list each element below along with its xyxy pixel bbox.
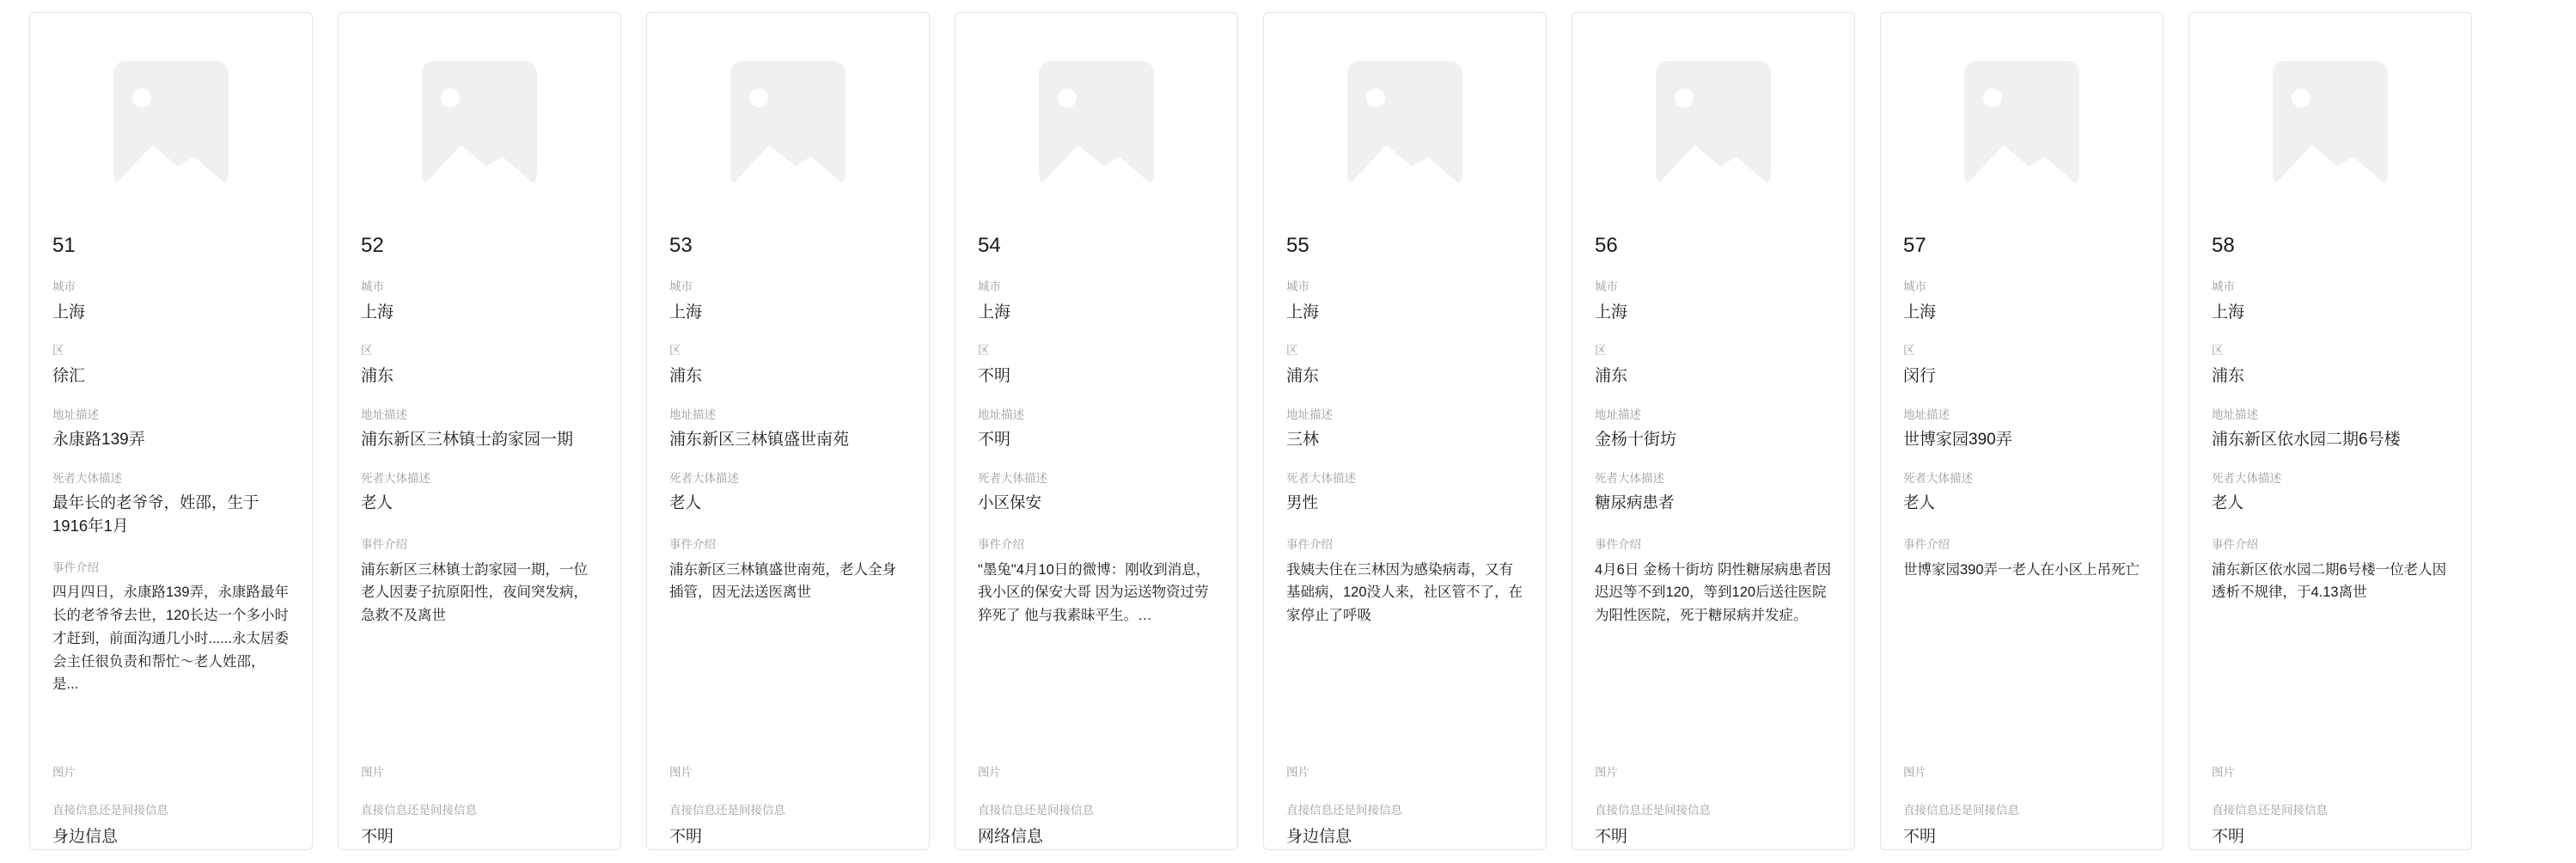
field-source [669, 803, 906, 849]
field-label-address-desc: 地址描述 [1286, 407, 1333, 421]
image-placeholder-mountain [730, 133, 845, 187]
card-spacer [1595, 645, 1832, 766]
field-district [1286, 343, 1523, 388]
field-city [1595, 279, 1832, 324]
field-value-district: 徐汇 [52, 367, 86, 386]
field-label-address-desc: 地址描述 [1903, 407, 1950, 421]
image-placeholder-icon [2273, 61, 2388, 187]
image-placeholder-mountain [2273, 133, 2388, 187]
field-value-source: 网络信息 [978, 828, 1044, 847]
image-placeholder-sun [2292, 89, 2310, 107]
field-value-event-intro: "墨兔"4月10日的微博：刚收到消息，我小区的保安大哥 因为运送物资过劳猝死了 他与我素昧平生。… [978, 561, 1211, 624]
image-placeholder-sun [132, 89, 151, 107]
field-label-image: 图片 [2212, 766, 2235, 780]
image-placeholder-sun [1675, 89, 1694, 107]
field-deceased-desc [978, 471, 1215, 515]
field-image [52, 765, 290, 780]
field-label-address-desc: 地址描述 [978, 407, 1024, 421]
field-label-city: 城市 [669, 280, 693, 294]
field-image [978, 765, 1215, 780]
field-label-event-intro: 事件介绍 [1595, 538, 1641, 552]
field-value-address-desc: 浦东新区三林镇士韵家园一期 [361, 431, 574, 450]
field-label-address-desc: 地址描述 [1595, 407, 1641, 421]
field-address-desc [1286, 407, 1523, 452]
field-label-image: 图片 [978, 766, 1001, 780]
field-value-district: 浦东 [1595, 367, 1628, 386]
field-label-deceased-desc: 死者大体描述 [1595, 471, 1664, 485]
field-value-address-desc: 浦东新区三林镇盛世南苑 [669, 431, 850, 450]
field-value-source: 身边信息 [52, 828, 119, 847]
field-label-city: 城市 [52, 280, 76, 294]
record-id: 53 [669, 234, 693, 257]
field-source [978, 803, 1215, 849]
field-deceased-desc [2212, 471, 2449, 515]
field-label-address-desc: 地址描述 [52, 407, 99, 421]
field-image [2212, 765, 2449, 780]
field-value-city: 上海 [669, 303, 703, 321]
image-placeholder-icon [1347, 61, 1462, 187]
card-thumbnail [1881, 13, 2163, 235]
image-placeholder-icon [113, 61, 229, 187]
field-value-address-desc: 不明 [978, 431, 1011, 450]
field-value-district: 闵行 [1903, 367, 1937, 386]
field-source [1595, 803, 1832, 849]
image-placeholder-sun [1366, 89, 1385, 107]
image-placeholder-icon [730, 61, 845, 187]
card-thumbnail [2189, 13, 2471, 235]
field-address-desc [669, 407, 906, 452]
field-value-city: 上海 [1286, 303, 1320, 321]
field-city [361, 279, 598, 324]
card-thumbnail [647, 13, 929, 235]
field-event-intro [1595, 537, 1832, 627]
field-value-district: 浦东 [1286, 367, 1320, 386]
card-spacer [669, 621, 906, 765]
field-label-source: 直接信息还是间接信息 [1903, 803, 2019, 817]
field-label-deceased-desc: 死者大体描述 [2212, 471, 2281, 485]
field-value-event-intro: 浦东新区三林镇士韵家园一期，一位老人因妻子抗原阳性，夜间突发病，急救不及离世 [361, 561, 588, 624]
field-event-intro [52, 560, 290, 696]
field-source [52, 803, 290, 849]
field-label-source: 直接信息还是间接信息 [52, 803, 168, 817]
field-label-deceased-desc: 死者大体描述 [1903, 471, 1973, 485]
field-address-desc [1595, 407, 1832, 452]
field-label-district: 区 [1286, 344, 1298, 358]
field-value-city: 上海 [978, 303, 1011, 321]
field-label-source: 直接信息还是间接信息 [978, 803, 1094, 817]
card-body [1881, 235, 2163, 849]
field-value-address-desc: 金杨十街坊 [1595, 431, 1677, 450]
field-event-intro [978, 537, 1215, 627]
field-value-city: 上海 [52, 303, 86, 321]
image-placeholder-sun [441, 89, 460, 107]
field-image [1595, 765, 1832, 780]
record-id: 52 [361, 234, 384, 257]
field-label-district: 区 [52, 344, 64, 358]
field-value-deceased-desc: 糖尿病患者 [1595, 493, 1675, 512]
field-address-desc [361, 407, 598, 452]
field-label-district: 区 [2212, 344, 2224, 358]
card-spacer [52, 713, 290, 765]
field-deceased-desc [669, 471, 906, 515]
field-value-event-intro: 四月四日，永康路139弄，永康路最年长的老爷爷去世，120长达一个多小时才赶到，前面沟通几小时......永太居委会主任很负责和帮忙～老人姓邵，是... [52, 585, 290, 693]
card-body [955, 235, 1237, 849]
image-placeholder-icon [1039, 61, 1154, 187]
field-value-district: 浦东 [2212, 367, 2245, 386]
card-body [1264, 235, 1546, 849]
image-placeholder-sun [1058, 89, 1077, 107]
field-value-address-desc: 世博家园390弄 [1903, 431, 2012, 450]
field-label-deceased-desc: 死者大体描述 [978, 471, 1047, 485]
field-label-deceased-desc: 死者大体描述 [52, 471, 122, 485]
field-deceased-desc [1903, 471, 2140, 515]
field-event-intro [2212, 537, 2449, 604]
field-value-district: 浦东 [669, 367, 703, 386]
field-label-city: 城市 [978, 280, 1001, 294]
image-placeholder-mountain [422, 133, 537, 187]
field-label-city: 城市 [2212, 280, 2235, 294]
card-thumbnail [339, 13, 620, 235]
field-label-deceased-desc: 死者大体描述 [669, 471, 739, 485]
field-label-address-desc: 地址描述 [2212, 407, 2258, 421]
field-label-image: 图片 [361, 766, 384, 780]
field-value-deceased-desc: 老人 [361, 493, 394, 512]
field-label-district: 区 [978, 344, 990, 358]
field-value-source: 不明 [669, 828, 703, 847]
record-card[interactable] [2188, 12, 2472, 850]
field-value-event-intro: 世博家园390弄一老人在小区上吊死亡 [1903, 561, 2140, 578]
field-label-event-intro: 事件介绍 [669, 538, 716, 552]
field-label-event-intro: 事件介绍 [1903, 538, 1950, 552]
field-value-source: 不明 [1595, 828, 1628, 847]
field-image [669, 765, 906, 780]
card-spacer [1903, 598, 2140, 765]
image-placeholder-icon [422, 61, 537, 187]
field-deceased-desc [1595, 471, 1832, 515]
card-thumbnail [30, 13, 312, 235]
field-deceased-desc [361, 471, 598, 515]
card-body [647, 235, 929, 849]
field-address-desc [978, 407, 1215, 452]
field-label-source: 直接信息还是间接信息 [1286, 803, 1402, 817]
field-value-source: 身边信息 [1286, 828, 1352, 847]
record-card[interactable] [1880, 12, 2164, 850]
field-city [978, 279, 1215, 324]
field-district [1595, 343, 1832, 388]
field-event-intro [1286, 537, 1523, 627]
field-label-event-intro: 事件介绍 [1286, 538, 1333, 552]
field-image [1903, 765, 2140, 780]
field-district [1903, 343, 2140, 388]
field-value-address-desc: 永康路139弄 [52, 431, 145, 450]
field-value-city: 上海 [361, 303, 394, 321]
field-label-source: 直接信息还是间接信息 [1595, 803, 1711, 817]
card-spacer [978, 645, 1215, 766]
field-label-district: 区 [1595, 344, 1607, 358]
field-label-event-intro: 事件介绍 [361, 538, 407, 552]
record-id: 56 [1595, 234, 1618, 257]
card-body [2189, 235, 2471, 849]
field-label-district: 区 [361, 344, 373, 358]
record-card[interactable] [29, 12, 313, 850]
field-city [2212, 279, 2449, 324]
card-thumbnail [955, 13, 1237, 235]
card-body [339, 235, 620, 849]
field-address-desc [2212, 407, 2449, 452]
field-label-image: 图片 [669, 766, 693, 780]
image-placeholder-mountain [1039, 133, 1154, 187]
image-placeholder-sun [749, 89, 768, 107]
record-id: 54 [978, 234, 1001, 257]
field-label-address-desc: 地址描述 [669, 407, 716, 421]
field-value-deceased-desc: 男性 [1286, 493, 1319, 512]
field-event-intro [1903, 537, 2140, 581]
card-thumbnail [1572, 13, 1854, 235]
field-label-address-desc: 地址描述 [361, 407, 407, 421]
record-id: 58 [2212, 234, 2235, 257]
field-value-source: 不明 [361, 828, 394, 847]
image-placeholder-icon [1964, 61, 2079, 187]
field-district [52, 343, 290, 388]
field-label-event-intro: 事件介绍 [978, 538, 1024, 552]
field-label-event-intro: 事件介绍 [2212, 538, 2258, 552]
field-value-district: 浦东 [361, 367, 394, 386]
record-card[interactable] [338, 12, 621, 850]
field-district [978, 343, 1215, 388]
field-value-city: 上海 [1595, 303, 1628, 321]
field-label-deceased-desc: 死者大体描述 [361, 471, 430, 485]
field-value-event-intro: 4月6日 金杨十街坊 阴性糖尿病患者因迟迟等不到120，等到120后送往医院为阳性医院，死于糖尿病并发症。 [1595, 561, 1832, 624]
field-label-source: 直接信息还是间接信息 [669, 803, 785, 817]
field-label-city: 城市 [1595, 280, 1618, 294]
field-value-city: 上海 [2212, 303, 2245, 321]
field-district [669, 343, 906, 388]
field-value-event-intro: 浦东新区三林镇盛世南苑，老人全身插管，因无法送医离世 [669, 561, 896, 601]
card-thumbnail [1264, 13, 1546, 235]
field-label-image: 图片 [1286, 766, 1309, 780]
record-id: 57 [1903, 234, 1926, 257]
card-body [30, 235, 312, 849]
field-district [2212, 343, 2449, 388]
field-district [361, 343, 598, 388]
field-value-deceased-desc: 小区保安 [978, 493, 1042, 512]
field-label-source: 直接信息还是间接信息 [2212, 803, 2328, 817]
field-deceased-desc [52, 471, 290, 538]
record-id: 51 [52, 234, 76, 257]
record-id: 55 [1286, 234, 1309, 257]
field-event-intro [669, 537, 906, 604]
field-value-address-desc: 浦东新区依水园二期6号楼 [2212, 431, 2401, 450]
field-source [361, 803, 598, 849]
card-spacer [2212, 621, 2449, 765]
field-city [52, 279, 290, 324]
field-value-source: 不明 [2212, 828, 2245, 847]
field-deceased-desc [1286, 471, 1523, 515]
field-value-address-desc: 三林 [1286, 431, 1320, 450]
image-placeholder-sun [1983, 89, 2002, 107]
field-image [361, 765, 598, 780]
image-placeholder-mountain [1347, 133, 1462, 187]
record-card[interactable] [646, 12, 930, 850]
field-value-deceased-desc: 老人 [1903, 493, 1936, 512]
field-source [1903, 803, 2140, 849]
image-placeholder-icon [1656, 61, 1771, 187]
record-card[interactable] [1572, 12, 1855, 850]
field-label-image: 图片 [1903, 766, 1926, 780]
field-value-event-intro: 浦东新区依水园二期6号楼一位老人因透析不规律，于4.13离世 [2212, 561, 2447, 601]
field-label-city: 城市 [1903, 280, 1926, 294]
field-value-city: 上海 [1903, 303, 1937, 321]
record-card[interactable] [1263, 12, 1547, 850]
field-city [1903, 279, 2140, 324]
field-city [1286, 279, 1523, 324]
field-value-deceased-desc: 最年长的老爷爷，姓邵，生于1916年1月 [52, 493, 259, 536]
field-value-district: 不明 [978, 367, 1011, 386]
field-image [1286, 765, 1523, 780]
card-spacer [361, 645, 598, 766]
field-label-city: 城市 [361, 280, 384, 294]
field-source [2212, 803, 2449, 849]
card-spacer [1286, 645, 1523, 766]
field-label-source: 直接信息还是间接信息 [361, 803, 477, 817]
image-placeholder-mountain [1656, 133, 1771, 187]
field-city [669, 279, 906, 324]
field-value-source: 不明 [1903, 828, 1937, 847]
card-body [1572, 235, 1854, 849]
field-value-event-intro: 我姨夫住在三林因为感染病毒，又有基础病，120没人来，社区管不了，在家停止了呼吸 [1286, 561, 1523, 624]
field-value-deceased-desc: 老人 [2212, 493, 2244, 512]
field-address-desc [1903, 407, 2140, 452]
image-placeholder-mountain [113, 133, 229, 187]
record-card[interactable] [955, 12, 1238, 850]
field-label-event-intro: 事件介绍 [52, 560, 99, 574]
field-source [1286, 803, 1523, 849]
field-label-district: 区 [1903, 344, 1915, 358]
field-value-deceased-desc: 老人 [669, 493, 702, 512]
field-event-intro [361, 537, 598, 627]
image-placeholder-mountain [1964, 133, 2079, 187]
field-label-district: 区 [669, 344, 681, 358]
field-label-city: 城市 [1286, 280, 1309, 294]
field-label-deceased-desc: 死者大体描述 [1286, 471, 1356, 485]
field-address-desc [52, 407, 290, 452]
field-label-image: 图片 [1595, 766, 1618, 780]
field-label-image: 图片 [52, 766, 76, 780]
